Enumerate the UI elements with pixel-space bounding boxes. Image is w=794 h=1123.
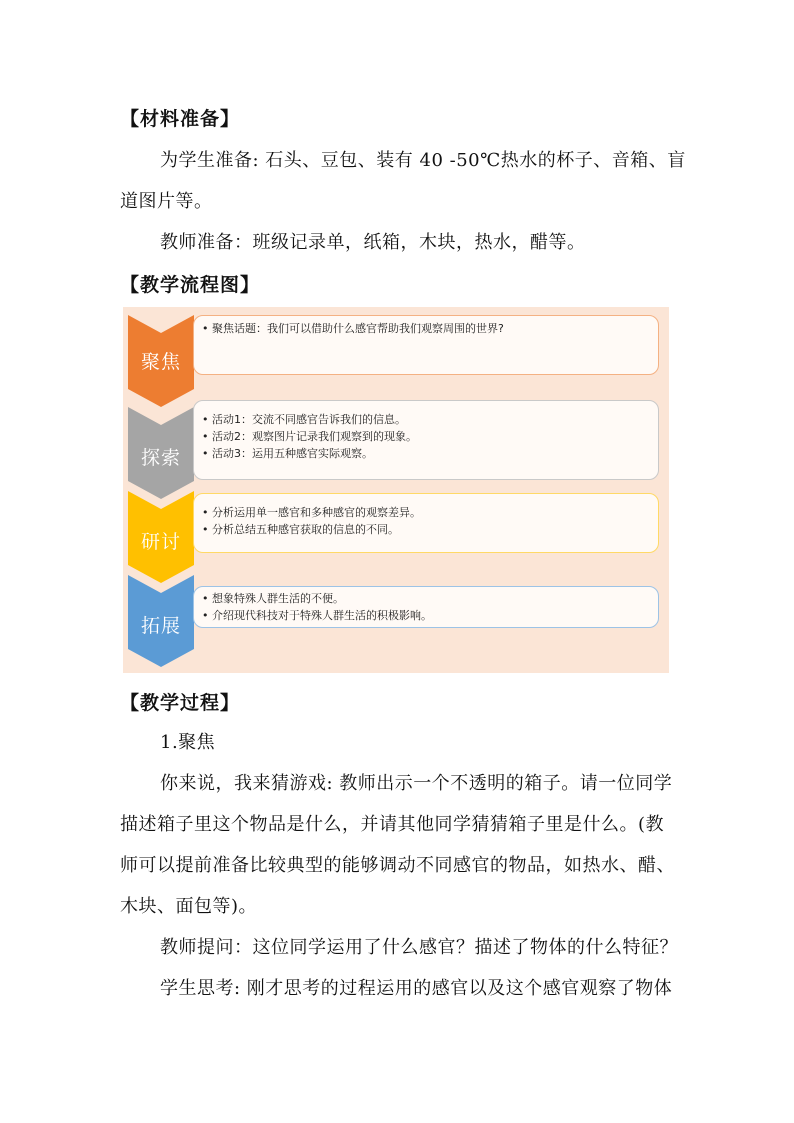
flow-stage-label: 聚焦 [140, 351, 181, 373]
flow-stage-label: 拓展 [140, 615, 181, 637]
flow-item: • 介绍现代科技对于特殊人群生活的积极影响。 [202, 607, 648, 624]
body-paragraph-line: 你来说，我来猜游戏: 教师出示一个不透明的箱子。请一位同学 [160, 773, 673, 794]
flow-stage-focus [128, 315, 194, 407]
flow-item: • 聚焦话题：我们可以借助什么感官帮助我们观察周围的世界? [202, 320, 648, 337]
flow-item: • 活动3：运用五种感官实际观察。 [202, 445, 648, 462]
flow-stage-box-discuss [193, 493, 659, 553]
flow-item: • 想象特殊人群生活的不便。 [202, 590, 648, 607]
body-paragraph-line: 描述箱子里这个物品是什么，并请其他同学猜猜箱子里是什么。(教 [120, 814, 665, 835]
flow-item: • 分析运用单一感官和多种感官的观察差异。 [202, 504, 648, 521]
flow-item: • 分析总结五种感官获取的信息的不同。 [202, 521, 648, 538]
teacher-question: 教师提问：这位同学运用了什么感官？描述了物体的什么特征？ [160, 937, 678, 958]
section-heading-process: 【教学过程】 [120, 692, 241, 714]
student-materials-text: 为学生准备: 石头、豆包、装有 40 -50℃热水的杯子、音箱、盲 [160, 150, 686, 171]
body-paragraph-line: 师可以提前准备比较典型的能够调动不同感官的物品，如热水、醋、 [120, 855, 675, 876]
body-paragraph-line: 木块、面包等)。 [120, 896, 258, 917]
flow-stage-box-explore [193, 400, 659, 480]
flow-stage-discuss [128, 491, 194, 583]
flow-item: • 活动1：交流不同感官告诉我们的信息。 [202, 411, 648, 428]
flow-item: • 活动2：观察图片记录我们观察到的现象。 [202, 428, 648, 445]
flow-stage-explore [128, 407, 194, 499]
flow-stage-label: 研讨 [140, 531, 181, 553]
teacher-materials-text: 教师准备：班级记录单，纸箱，木块，热水，醋等。 [160, 232, 586, 253]
flow-stage-extend [128, 575, 194, 667]
flow-stage-label: 探索 [140, 447, 181, 469]
flow-stage-box-extend [193, 586, 659, 628]
step-title: 1.聚焦 [160, 732, 216, 753]
student-materials-text-cont: 道图片等。 [120, 191, 213, 212]
section-heading-materials: 【材料准备】 [120, 108, 241, 130]
section-heading-flowchart: 【教学流程图】 [120, 274, 261, 296]
teaching-flowchart [123, 307, 669, 673]
flow-stage-box-focus [193, 315, 659, 375]
student-thinking: 学生思考: 刚才思考的过程运用的感官以及这个感官观察了物体 [160, 978, 673, 999]
